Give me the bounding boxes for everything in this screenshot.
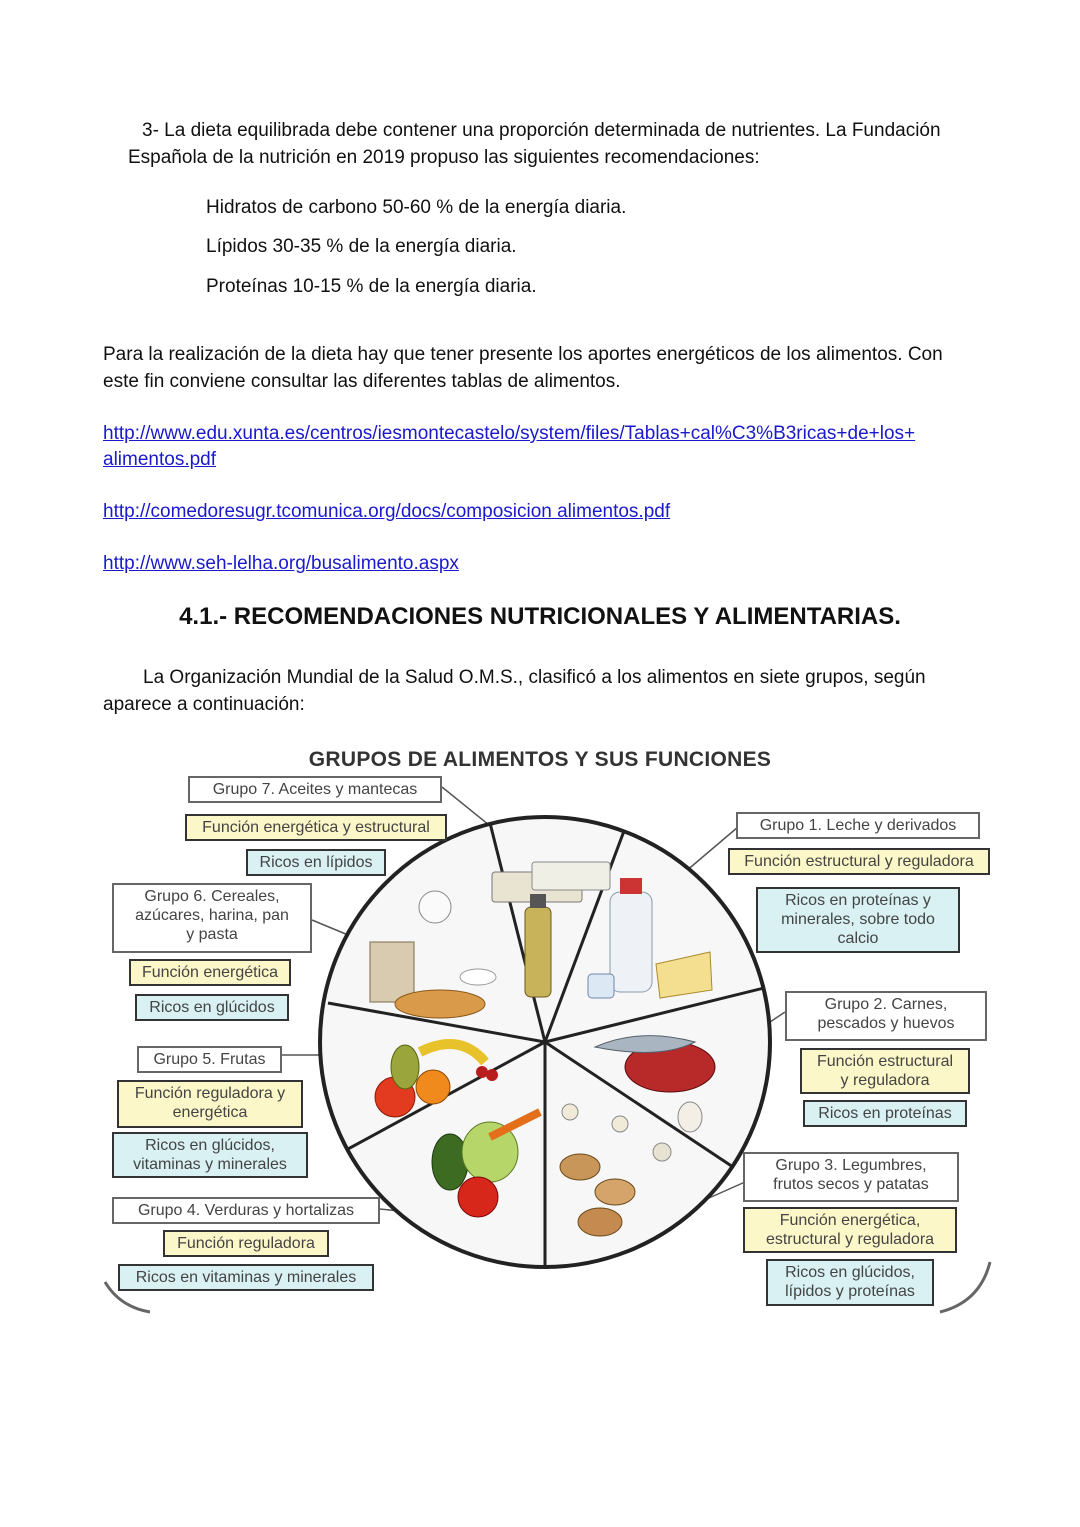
section-heading: 4.1.- RECOMENDACIONES NUTRICIONALES Y ALIMENTARIAS. bbox=[179, 603, 901, 630]
tables-paragraph-line2: este fin conviene consultar las diferentes tablas de alimentos. bbox=[103, 371, 621, 392]
group2-function: Función estructural y reguladora bbox=[800, 1048, 970, 1094]
group1-function: Función estructural y reguladora bbox=[728, 848, 990, 875]
group3-function: Función energética, estructural y reguladora bbox=[743, 1207, 957, 1253]
group6-name: Grupo 6. Cereales, azúcares, harina, pan y pasta bbox=[112, 883, 312, 953]
group1-rich: Ricos en proteínas y minerales, sobre todo calcio bbox=[756, 887, 960, 953]
section3-line1: 3- La dieta equilibrada debe contener una proporción determinada de nutrientes. La Fundación bbox=[142, 120, 941, 141]
group4-name: Grupo 4. Verduras y hortalizas bbox=[112, 1197, 380, 1224]
food-groups-infographic bbox=[100, 742, 1000, 1317]
group2-name: Grupo 2. Carnes, pescados y huevos bbox=[785, 991, 987, 1041]
group4-rich: Ricos en vitaminas y minerales bbox=[118, 1264, 374, 1291]
link-seh-lelha[interactable]: http://www.seh-lelha.org/busalimento.aspx bbox=[103, 553, 459, 574]
group5-rich: Ricos en glúcidos, vitaminas y minerales bbox=[112, 1132, 308, 1178]
intro-line2: aparece a continuación: bbox=[103, 694, 305, 715]
section3-line2: Española de la nutrición en 2019 propuso las siguientes recomendaciones: bbox=[128, 147, 760, 168]
intro-line1: La Organización Mundial de la Salud O.M.S., clasificó a los alimentos en siete grupos, según bbox=[143, 667, 926, 688]
group3-name: Grupo 3. Legumbres, frutos secos y patatas bbox=[743, 1152, 959, 1202]
recommendation-lipids: Lípidos 30-35 % de la energía diaria. bbox=[206, 236, 517, 257]
decor-curve-right bbox=[940, 1262, 990, 1312]
group5-function: Función reguladora y energética bbox=[117, 1080, 303, 1128]
recommendation-carbohydrates: Hidratos de carbono 50-60 % de la energía diaria. bbox=[206, 197, 627, 218]
link-xunta-tables-cont[interactable]: alimentos.pdf bbox=[103, 449, 217, 470]
group3-rich: Ricos en glúcidos, lípidos y proteínas bbox=[766, 1259, 934, 1306]
group6-function: Función energética bbox=[129, 959, 291, 986]
link-comedores-ugr[interactable]: http://comedoresugr.tcomunica.org/docs/composicion alimentos.pdf bbox=[103, 501, 671, 522]
group1-name: Grupo 1. Leche y derivados bbox=[736, 812, 980, 839]
group2-rich: Ricos en proteínas bbox=[803, 1100, 967, 1127]
group7-function: Función energética y estructural bbox=[185, 814, 447, 841]
group4-function: Función reguladora bbox=[163, 1230, 329, 1257]
link-xunta-tables[interactable]: http://www.edu.xunta.es/centros/iesmontecastelo/system/files/Tablas+cal%C3%B3ricas+de+los+ bbox=[103, 423, 916, 444]
group7-rich: Ricos en lípidos bbox=[246, 849, 386, 876]
tables-paragraph-line1: Para la realización de la dieta hay que tener presente los aportes energéticos de los alimentos. Con bbox=[103, 344, 943, 365]
group7-name: Grupo 7. Aceites y mantecas bbox=[188, 776, 442, 803]
recommendation-proteins: Proteínas 10-15 % de la energía diaria. bbox=[206, 276, 537, 297]
group6-rich: Ricos en glúcidos bbox=[135, 994, 289, 1021]
group5-name: Grupo 5. Frutas bbox=[137, 1046, 282, 1073]
infographic-title: GRUPOS DE ALIMENTOS Y SUS FUNCIONES bbox=[308, 748, 772, 771]
